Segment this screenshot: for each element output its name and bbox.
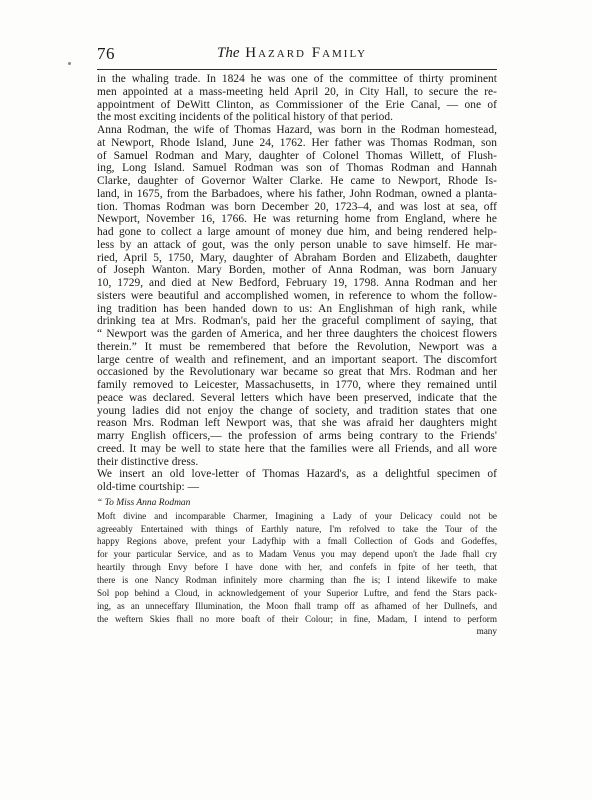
text-line: men appointed at a mass-meeting held April 20, in City Hall, to secure the re- (97, 85, 497, 98)
letter-salutation: “ To Miss Anna Rodman (97, 497, 191, 508)
letter-line: agreeably Entertained with things of Earthly nature, I'm refolved to take the Tour of the (97, 523, 497, 534)
letter-line: the weftern Skies fhall no more boaft of their Colour; in fine, Madam, I intend to perform (97, 613, 497, 624)
text-line: sisters were beautiful and accomplished women, in reference to whom the follow- (97, 289, 497, 302)
page-header (97, 44, 497, 66)
text-line: had gone to collect a large amount of money due him, and being rendered help- (97, 226, 497, 238)
paragraphs (97, 73, 497, 494)
running-head-the: The (217, 45, 240, 61)
letter-line: Sol pop behind a Cloud, in acknowledgement of your Superior Luftre, and fend the Stars pack- (97, 587, 497, 598)
text-line: We insert an old love-letter of Thomas Hazard's, as a delightful specimen of (97, 468, 497, 481)
page-number: 76 (97, 44, 115, 63)
text-line: land, in 1675, from the Barbadoes, where his father, John Rodman, owned a planta- (97, 187, 497, 200)
text-line: 10, 1729, and died at New Bedford, February 19, 1798. Anna Rodman and her (97, 277, 497, 289)
text-line: of Samuel Rodman and Mary, daughter of Colonel Thomas Willett, of Flush- (97, 149, 497, 162)
text-line: drinking tea at Mrs. Rodman's, paid her the graceful compliment of saying, that (97, 315, 497, 328)
paragraph (97, 468, 497, 494)
letter-line: happy Regions above, prefent your Ladyfhip with a fmall Collection of Gods and Godeffes, (97, 536, 497, 547)
text-line: creed. It may be well to state here that the families were all Friends, and all wore (97, 442, 497, 455)
text-line: Clarke, daughter of Governor Walter Clarke. He came to Newport, Rhode Is- (97, 175, 497, 187)
paragraph (97, 124, 497, 468)
text-line: in the whaling trade. In 1824 he was one of the committee of thirty prominent (97, 73, 497, 85)
letter-text (97, 510, 497, 626)
text-line: peace was declared. Several letters which have been preserved, indicate that the (97, 391, 497, 404)
letter-line: ing, as an unneceffary Illumination, the Moon fhall tramp off as afhamed of her Dullnefs, and (97, 600, 497, 611)
text-line: occasioned by the Revolutionary war became so great that Mrs. Rodman and her (97, 366, 497, 379)
text-line: of Joseph Wanton. Mary Borden, mother of Anna Rodman, was born January (97, 264, 497, 277)
text-line: their distinctive dress. (97, 455, 199, 468)
text-line: old-time courtship: — (97, 481, 200, 493)
running-head-title: Hazard Family (245, 45, 368, 61)
text-line: marry English officers,— the profession of arms being contrary to the Friends' (97, 430, 497, 442)
text-line: tion. Thomas Rodman was born December 20, 1723–4, and was lost at sea, off (97, 200, 497, 213)
text-line: the most exciting incidents of the political history of that period. (97, 111, 393, 124)
text-line: appointment of DeWitt Clinton, as Commissioner of the Erie Canal, — one of (97, 98, 497, 111)
text-line: reason Mrs. Rodman left Newport was, that she was afraid her daughters might (97, 417, 497, 430)
text-line: “ Newport was the garden of America, and her three daughters the choicest flowers (97, 328, 497, 340)
letter-line: heartily through Envy before I have done with her, and confefs in fpite of her teeth, that (97, 562, 497, 573)
margin-mark (68, 62, 71, 65)
running-head (217, 45, 367, 62)
text-line: at Newport, Rhode Island, June 24, 1762. Her father was Thomas Rodman, son (97, 136, 497, 149)
letter-line: there is one Nancy Rodman infinitely more charming than fhe is; I intend likewife to make (97, 574, 497, 585)
text-line: large centre of wealth and refinement, and an important seaport. The discomfort (97, 353, 497, 366)
letter-line: for your particular Service, and as to Madam Venus you may depend upon't the Jade fhall cry (97, 549, 497, 560)
paragraph (97, 73, 497, 124)
letter-line: Moft divine and incomparable Charmer, Imagining a Lady of your Delicacy could not be (97, 510, 497, 521)
text-line: ing, Long Island. Samuel Rodman was son of Thomas Rodman and Hannah (97, 162, 497, 175)
text-line: Anna Rodman, the wife of Thomas Hazard, was born in the Rodman homestead, (97, 124, 497, 136)
text-line: Newport, November 16, 1766. He was returning home from England, where he (97, 213, 497, 226)
text-line: young ladies did not enjoy the change of society, and tradition states that one (97, 404, 497, 417)
text-line: ing tradition has been handed down to us: An Englishman of high rank, while (97, 302, 497, 315)
text-line: ried, April 5, 1750, Mary, daughter of Abraham Borden and Elizabeth, daughter (97, 251, 497, 264)
text-line: less by an attack of gout, was the only person unable to save himself. He mar- (97, 238, 497, 251)
body-text (97, 73, 497, 637)
text-line: family removed to Leicester, Massachusetts, in 1770, where they remained until (97, 379, 497, 391)
catchword: many (476, 626, 497, 637)
header-rule (97, 69, 497, 70)
text-line: therein.” It must be remembered that before the Revolution, Newport was a (97, 340, 497, 353)
